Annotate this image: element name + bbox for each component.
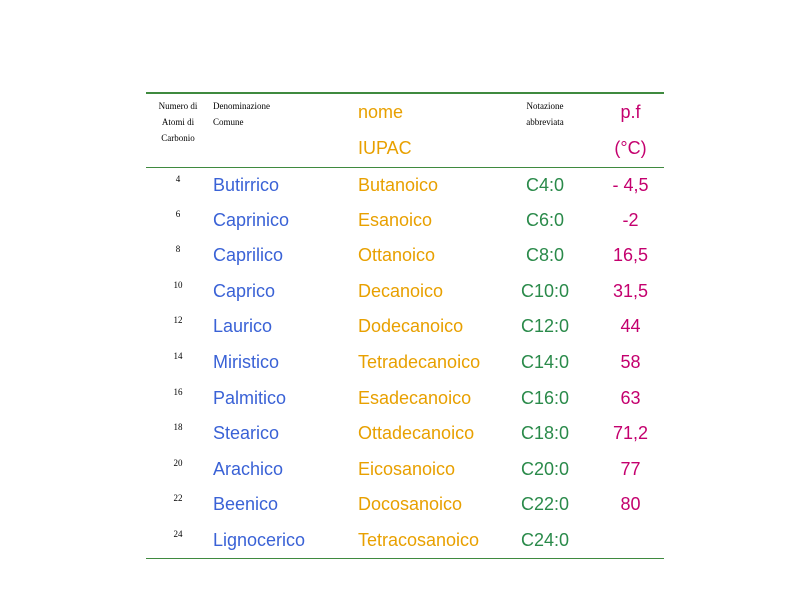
carbon-count-cell: 16 <box>173 386 183 397</box>
iupac-name-cell: Dodecanoico <box>358 316 464 337</box>
common-name-cell: Caprilico <box>213 245 284 266</box>
header-line: (°C) <box>614 138 647 158</box>
common-name-cell: Palmitico <box>213 387 287 408</box>
short-notation-cell: C22:0 <box>520 494 570 515</box>
iupac-name-cell: Tetradecanoico <box>358 351 481 372</box>
header-line: IUPAC <box>358 138 412 158</box>
melting-point-cell: 16,5 <box>612 245 649 266</box>
carbon-count-cell: 18 <box>173 422 183 433</box>
short-notation-cell: C14:0 <box>520 351 570 372</box>
short-notation-cell: C24:0 <box>520 529 570 550</box>
table-row <box>146 416 664 452</box>
common-name-cell: Arachico <box>213 458 284 479</box>
melting-point-cell: 80 <box>620 494 641 515</box>
header-carbon-atoms <box>146 93 210 167</box>
header-line: Carbonio <box>161 133 195 143</box>
header-line: Notazione <box>526 101 564 111</box>
header-line: abbreviata <box>526 117 564 127</box>
common-name-cell: Caprinico <box>213 209 290 230</box>
header-notation <box>493 93 597 167</box>
iupac-name-cell: Eicosanoico <box>358 458 456 479</box>
common-name-cell: Butirrico <box>213 174 280 195</box>
iupac-name-cell: Esadecanoico <box>358 387 472 408</box>
header-line: p.f <box>620 102 641 122</box>
carbon-count-cell: 14 <box>173 350 183 361</box>
table-header <box>146 93 664 167</box>
carbon-count-cell: 6 <box>175 208 181 219</box>
short-notation-cell: C12:0 <box>520 316 570 337</box>
header-line: Comune <box>213 117 244 127</box>
common-name-cell: Lignocerico <box>213 529 306 550</box>
header-line: Denominazione <box>213 101 270 111</box>
header-line: Numero di <box>158 101 198 111</box>
iupac-name-cell: Tetracosanoico <box>358 529 480 550</box>
table-row <box>146 452 664 488</box>
common-name-cell: Stearico <box>213 423 280 444</box>
melting-point-cell: 44 <box>620 316 641 337</box>
table-body <box>146 167 664 559</box>
iupac-name-cell: Ottadecanoico <box>358 423 475 444</box>
short-notation-cell: C20:0 <box>520 458 570 479</box>
table-row <box>146 274 664 310</box>
table-row <box>146 309 664 345</box>
header-line: nome <box>358 102 404 122</box>
common-name-cell: Laurico <box>213 316 273 337</box>
common-name-cell: Miristico <box>213 351 279 372</box>
short-notation-cell: C6:0 <box>525 209 565 230</box>
carbon-count-cell: 8 <box>175 244 181 255</box>
melting-point-cell: - 4,5 <box>612 174 649 195</box>
melting-point-cell: 31,5 <box>612 280 649 301</box>
iupac-name-cell: Decanoico <box>358 280 444 301</box>
short-notation-cell: C18:0 <box>520 423 570 444</box>
carbon-count-cell: 12 <box>173 315 183 326</box>
table-row <box>146 487 664 523</box>
carbon-count-cell: 4 <box>175 173 181 184</box>
melting-point-cell <box>597 523 664 559</box>
header-melting-point <box>597 93 664 167</box>
table-row <box>146 238 664 274</box>
header-line: Atomi di <box>161 117 195 127</box>
table-row <box>146 203 664 239</box>
table-row <box>146 523 664 559</box>
melting-point-cell: 63 <box>620 387 641 408</box>
header-iupac-name <box>356 93 493 167</box>
table-row <box>146 167 664 203</box>
melting-point-cell: 58 <box>620 351 641 372</box>
short-notation-cell: C10:0 <box>520 280 570 301</box>
short-notation-cell: C8:0 <box>525 245 565 266</box>
fatty-acids-table <box>146 92 664 559</box>
short-notation-cell: C4:0 <box>525 174 565 195</box>
carbon-count-cell: 20 <box>173 457 183 468</box>
table-row <box>146 345 664 381</box>
melting-point-cell: 71,2 <box>612 423 649 444</box>
header-common-name <box>210 93 356 167</box>
melting-point-cell: 77 <box>620 458 641 479</box>
short-notation-cell: C16:0 <box>520 387 570 408</box>
common-name-cell: Caprico <box>213 280 276 301</box>
iupac-name-cell: Ottanoico <box>358 245 436 266</box>
carbon-count-cell: 10 <box>173 279 183 290</box>
iupac-name-cell: Esanoico <box>358 209 433 230</box>
iupac-name-cell: Docosanoico <box>358 494 463 515</box>
iupac-name-cell: Butanoico <box>358 174 439 195</box>
melting-point-cell: -2 <box>622 209 639 230</box>
table-row <box>146 381 664 417</box>
common-name-cell: Beenico <box>213 494 279 515</box>
carbon-count-cell: 24 <box>173 528 183 539</box>
carbon-count-cell: 22 <box>173 493 183 504</box>
